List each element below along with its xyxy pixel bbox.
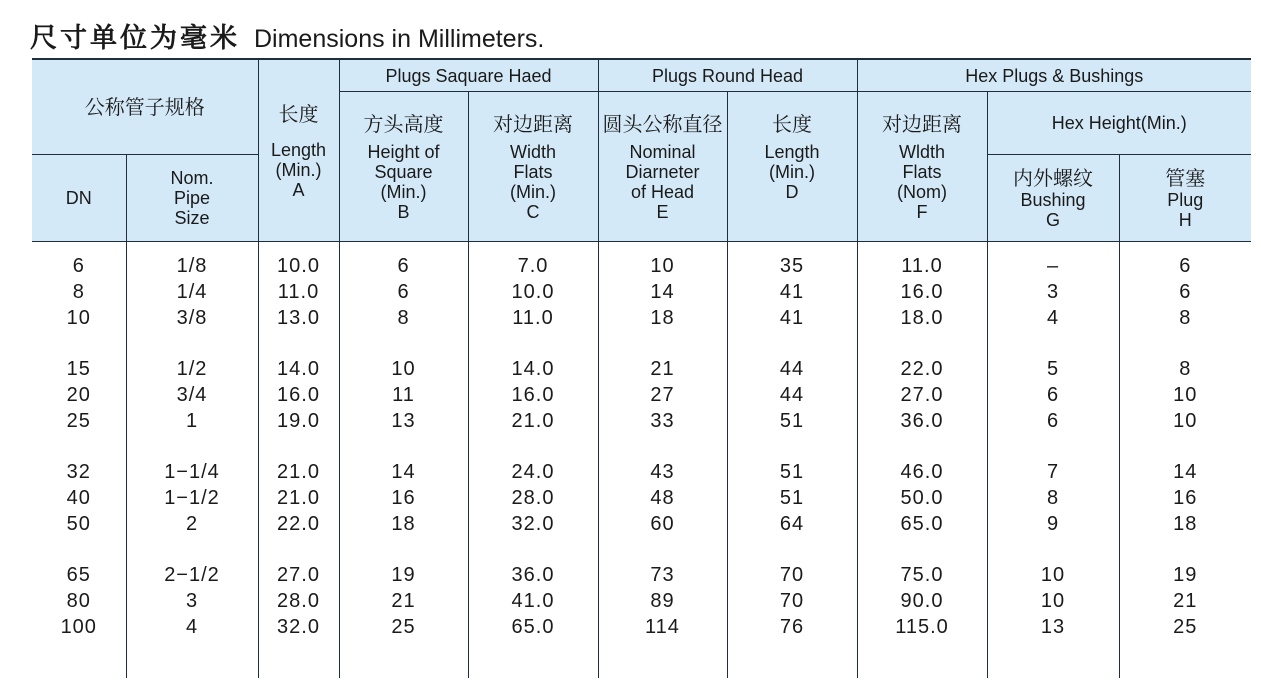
- cell-length-a: 10.0: [258, 242, 339, 280]
- cell-nps: 1/2: [126, 331, 258, 382]
- cell-length-a: 13.0: [258, 305, 339, 331]
- table-row: [32, 485, 1251, 511]
- header-f: 对边距离 Wldth Flats (Nom) F: [857, 92, 987, 242]
- cell-dn: 20: [32, 382, 126, 408]
- cell-width-c: 14.0: [468, 331, 598, 382]
- cell-plug-h: 14: [1119, 434, 1251, 485]
- cell-plug-h: 18: [1119, 511, 1251, 537]
- spacer-cell: [32, 640, 126, 678]
- cell-length-a: 19.0: [258, 408, 339, 434]
- cell-height-b: 11: [339, 382, 468, 408]
- table-row: [32, 537, 1251, 588]
- spacer-cell: [468, 640, 598, 678]
- cell-nps: 1/4: [126, 279, 258, 305]
- table-row: [32, 511, 1251, 537]
- cell-length-d: 44: [727, 331, 857, 382]
- cell-diameter-e: 14: [598, 279, 727, 305]
- cell-length-d: 51: [727, 434, 857, 485]
- cell-plug-h: 16: [1119, 485, 1251, 511]
- cell-length-a: 32.0: [258, 614, 339, 640]
- cell-width-f: 16.0: [857, 279, 987, 305]
- cell-dn: 40: [32, 485, 126, 511]
- cell-diameter-e: 114: [598, 614, 727, 640]
- cell-width-c: 16.0: [468, 382, 598, 408]
- cell-nps: 4: [126, 614, 258, 640]
- cell-diameter-e: 21: [598, 331, 727, 382]
- cell-height-b: 8: [339, 305, 468, 331]
- cell-width-c: 21.0: [468, 408, 598, 434]
- cell-nps: 1−1/2: [126, 485, 258, 511]
- spacer-cell: [126, 640, 258, 678]
- header-hex-group: Hex Plugs & Bushings: [857, 59, 1251, 92]
- cell-bushing-g: 10: [987, 537, 1119, 588]
- header-length-a: 长度 Length (Min.) A: [258, 59, 339, 242]
- cell-width-c: 7.0: [468, 242, 598, 280]
- header-dn: DN: [32, 155, 126, 242]
- cell-length-a: 16.0: [258, 382, 339, 408]
- table-row: [32, 331, 1251, 382]
- table-row: [32, 382, 1251, 408]
- cell-width-c: 32.0: [468, 511, 598, 537]
- cell-height-b: 6: [339, 242, 468, 280]
- cell-length-d: 70: [727, 537, 857, 588]
- spacer-cell: [727, 640, 857, 678]
- spacer-cell: [258, 640, 339, 678]
- cell-plug-h: 10: [1119, 382, 1251, 408]
- cell-width-f: 36.0: [857, 408, 987, 434]
- cell-dn: 100: [32, 614, 126, 640]
- cell-nps: 2: [126, 511, 258, 537]
- cell-dn: 65: [32, 537, 126, 588]
- header-g: 内外螺纹 Bushing G: [987, 155, 1119, 242]
- cell-length-a: 21.0: [258, 485, 339, 511]
- cell-width-c: 65.0: [468, 614, 598, 640]
- cell-plug-h: 25: [1119, 614, 1251, 640]
- header-h: 管塞 Plug H: [1119, 155, 1251, 242]
- cell-width-f: 75.0: [857, 537, 987, 588]
- cell-plug-h: 8: [1119, 305, 1251, 331]
- table-row: [32, 434, 1251, 485]
- cell-width-f: 22.0: [857, 331, 987, 382]
- cell-length-a: 11.0: [258, 279, 339, 305]
- cell-width-c: 36.0: [468, 537, 598, 588]
- table-row: [32, 242, 1251, 280]
- title-chinese: 尺寸单位为毫米: [30, 23, 240, 54]
- table-spacer-row: [32, 640, 1251, 678]
- header-pipe-size-cn: 公称管子规格: [32, 59, 258, 155]
- table-row: [32, 408, 1251, 434]
- cell-length-d: 35: [727, 242, 857, 280]
- header-b: 方头高度 Height of Square (Min.) B: [339, 92, 468, 242]
- cell-length-d: 44: [727, 382, 857, 408]
- cell-diameter-e: 73: [598, 537, 727, 588]
- cell-bushing-g: 7: [987, 434, 1119, 485]
- cell-length-a: 22.0: [258, 511, 339, 537]
- header-e: 圆头公称直径 Nominal Diarneter of Head E: [598, 92, 727, 242]
- cell-height-b: 25: [339, 614, 468, 640]
- header-c: 对边距离 Width Flats (Min.) C: [468, 92, 598, 242]
- table-row: [32, 614, 1251, 640]
- header-hex-height: Hex Height(Min.): [987, 92, 1251, 155]
- cell-dn: 6: [32, 242, 126, 280]
- cell-width-f: 115.0: [857, 614, 987, 640]
- cell-diameter-e: 89: [598, 588, 727, 614]
- cell-length-a: 14.0: [258, 331, 339, 382]
- cell-nps: 3: [126, 588, 258, 614]
- cell-bushing-g: 9: [987, 511, 1119, 537]
- cell-bushing-g: 8: [987, 485, 1119, 511]
- header-square-group: Plugs Saquare Haed: [339, 59, 598, 92]
- cell-height-b: 19: [339, 537, 468, 588]
- spacer-cell: [857, 640, 987, 678]
- cell-dn: 32: [32, 434, 126, 485]
- title-english: Dimensions in Millimeters.: [254, 25, 545, 53]
- cell-height-b: 14: [339, 434, 468, 485]
- dimensions-table: [32, 58, 1251, 678]
- cell-plug-h: 8: [1119, 331, 1251, 382]
- header-round-group: Plugs Round Head: [598, 59, 857, 92]
- cell-nps: 3/8: [126, 305, 258, 331]
- cell-length-a: 21.0: [258, 434, 339, 485]
- header-nps: Nom. Pipe Size: [126, 155, 258, 242]
- cell-dn: 8: [32, 279, 126, 305]
- table-body: [32, 242, 1251, 679]
- cell-length-d: 51: [727, 485, 857, 511]
- cell-height-b: 21: [339, 588, 468, 614]
- cell-plug-h: 21: [1119, 588, 1251, 614]
- cell-width-c: 28.0: [468, 485, 598, 511]
- cell-dn: 25: [32, 408, 126, 434]
- cell-length-d: 51: [727, 408, 857, 434]
- cell-length-a: 27.0: [258, 537, 339, 588]
- cell-diameter-e: 18: [598, 305, 727, 331]
- cell-diameter-e: 27: [598, 382, 727, 408]
- cell-bushing-g: 6: [987, 408, 1119, 434]
- cell-width-f: 11.0: [857, 242, 987, 280]
- table-row: [32, 305, 1251, 331]
- cell-length-a: 28.0: [258, 588, 339, 614]
- cell-diameter-e: 48: [598, 485, 727, 511]
- cell-bushing-g: 6: [987, 382, 1119, 408]
- cell-plug-h: 6: [1119, 279, 1251, 305]
- cell-width-f: 18.0: [857, 305, 987, 331]
- cell-bushing-g: 5: [987, 331, 1119, 382]
- cell-dn: 50: [32, 511, 126, 537]
- cell-bushing-g: 10: [987, 588, 1119, 614]
- table-row: [32, 588, 1251, 614]
- cell-width-c: 41.0: [468, 588, 598, 614]
- spacer-cell: [1119, 640, 1251, 678]
- cell-plug-h: 10: [1119, 408, 1251, 434]
- cell-height-b: 16: [339, 485, 468, 511]
- spacer-cell: [339, 640, 468, 678]
- cell-bushing-g: 4: [987, 305, 1119, 331]
- cell-height-b: 18: [339, 511, 468, 537]
- cell-height-b: 13: [339, 408, 468, 434]
- cell-plug-h: 6: [1119, 242, 1251, 280]
- cell-plug-h: 19: [1119, 537, 1251, 588]
- cell-nps: 1−1/4: [126, 434, 258, 485]
- cell-diameter-e: 43: [598, 434, 727, 485]
- cell-diameter-e: 10: [598, 242, 727, 280]
- cell-length-d: 64: [727, 511, 857, 537]
- cell-height-b: 10: [339, 331, 468, 382]
- cell-nps: 3/4: [126, 382, 258, 408]
- header-d: 长度 Length (Min.) D: [727, 92, 857, 242]
- cell-nps: 2−1/2: [126, 537, 258, 588]
- cell-length-d: 70: [727, 588, 857, 614]
- cell-bushing-g: –: [987, 242, 1119, 280]
- cell-bushing-g: 3: [987, 279, 1119, 305]
- cell-length-d: 76: [727, 614, 857, 640]
- cell-width-c: 24.0: [468, 434, 598, 485]
- cell-width-c: 11.0: [468, 305, 598, 331]
- table-row: [32, 279, 1251, 305]
- cell-width-f: 27.0: [857, 382, 987, 408]
- cell-bushing-g: 13: [987, 614, 1119, 640]
- cell-dn: 15: [32, 331, 126, 382]
- cell-width-f: 65.0: [857, 511, 987, 537]
- cell-dn: 80: [32, 588, 126, 614]
- cell-nps: 1/8: [126, 242, 258, 280]
- cell-nps: 1: [126, 408, 258, 434]
- cell-length-d: 41: [727, 305, 857, 331]
- spacer-cell: [598, 640, 727, 678]
- cell-diameter-e: 33: [598, 408, 727, 434]
- cell-width-f: 50.0: [857, 485, 987, 511]
- page-title: [30, 16, 544, 52]
- cell-length-d: 41: [727, 279, 857, 305]
- cell-height-b: 6: [339, 279, 468, 305]
- cell-width-c: 10.0: [468, 279, 598, 305]
- cell-dn: 10: [32, 305, 126, 331]
- spacer-cell: [987, 640, 1119, 678]
- cell-diameter-e: 60: [598, 511, 727, 537]
- cell-width-f: 90.0: [857, 588, 987, 614]
- cell-width-f: 46.0: [857, 434, 987, 485]
